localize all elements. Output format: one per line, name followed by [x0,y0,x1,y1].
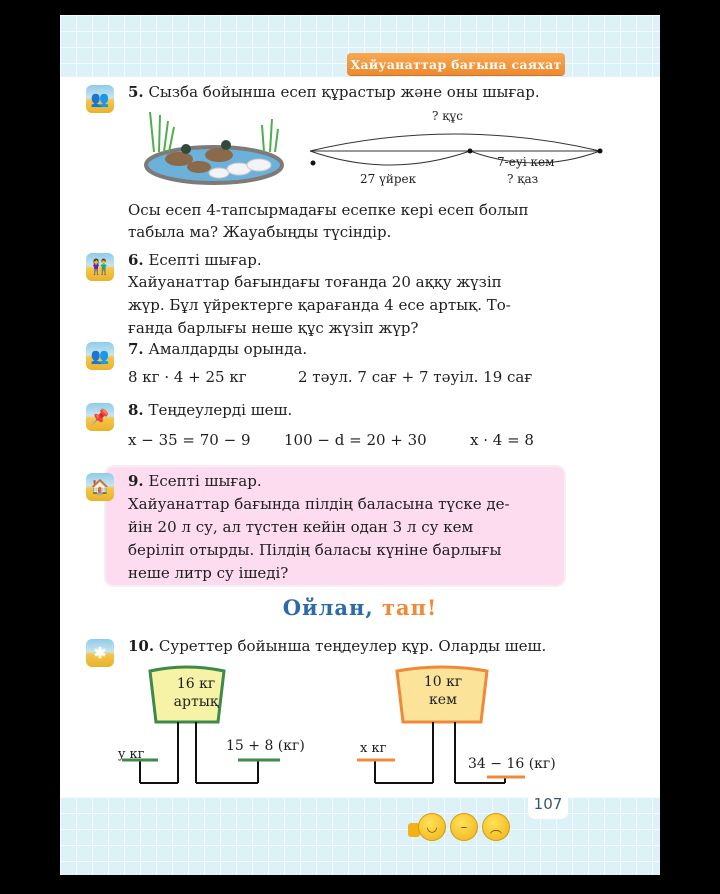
task10-heading [128,635,546,658]
scale1-right-label: 15 + 8 (кг) [226,738,305,754]
task6-line1: Хайуанаттар бағындағы тоғанда 20 аққу жүзіп [128,273,502,291]
label-seven-less: 7-еуі кем [497,155,555,169]
ducks-arc [310,151,470,165]
group-work-icon: 👥 [86,85,114,113]
home-icon: 🏠 [86,473,114,501]
task7-number: 7. [128,340,144,358]
task9-number: 9. [128,472,144,490]
task5-question-line2: табыла ма? Жауабыңды түсіндір. [128,223,392,241]
task5-title: Сызба бойынша есеп құрастыр және оны шығар. [148,83,540,101]
task9-title: Есепті шығар. [148,472,262,490]
think-word-1: Ойлан, [282,595,374,620]
task9-line2: йін 20 л су, ал түстен кейін одан 3 л су кем [128,518,474,536]
task7-expression-2: 2 тәул. 7 сағ + 7 тәуіл. 19 сағ [298,368,533,386]
happy-smiley-icon[interactable]: ◡ [418,813,446,841]
scale1-line2: артық [173,694,219,710]
task8-equation-1: x − 35 = 70 − 9 [128,431,251,449]
total-arc [310,134,600,151]
scale2-right-label: 34 − 16 (кг) [468,756,556,772]
pair-work-icon: 👫 [86,253,114,281]
task7-expression-1: 8 кг · 4 + 25 кг [128,368,247,386]
task8-number: 8. [128,401,144,419]
task9-heading [128,470,262,493]
duck-pond-illustration [144,107,294,187]
task5-question-line1: Осы есеп 4-тапсырмадағы есепке кері есеп болып [128,201,529,219]
puzzle-icon: ✱ [86,639,114,667]
task8-equation-3: x · 4 = 8 [470,431,534,449]
textbook-page [60,15,660,875]
point-mid [468,149,473,154]
grid-footer-background [60,797,660,875]
task9-line4: неше литр су ішеді? [128,564,289,582]
task5-heading [128,81,540,104]
task10-number: 10. [128,637,155,655]
task7-title: Амалдарды орында. [148,340,308,358]
neutral-smiley-icon[interactable]: – [450,813,478,841]
task6-line3: ғанда барлығы неше құс жүзіп жүр? [128,319,419,337]
task9-line3: беріліп отырды. Пілдің баласы күніне барлығы [128,541,502,559]
scale2-line1: 10 кг [423,674,463,690]
task8-equation-2: 100 − d = 20 + 30 [284,431,427,449]
chapter-banner: Хайуанаттар бағына саяхат [347,53,565,75]
scale2-left-label: x кг [360,741,387,756]
think-word-2: тап! [382,595,438,620]
task10-title: Суреттер бойынша теңдеулер құр. Оларды шеш. [158,637,547,655]
think-heading [60,595,660,620]
task5-number: 5. [128,83,144,101]
point-start [311,161,316,166]
page-number: 107 [528,789,568,819]
task6-heading [128,249,262,272]
task6-number: 6. [128,251,144,269]
point-end [598,149,603,154]
group-work-icon: 👥 [86,342,114,370]
label-geese: ? қаз [507,172,539,186]
task8-heading [128,399,292,422]
scale1-left-label: y кг [118,747,145,762]
scale1-sign-text [158,675,234,711]
task9-line1: Хайуанаттар бағында пілдің баласына түске де- [128,495,510,513]
task8-title: Теңдеулерді шеш. [148,401,293,419]
scale2-sign-text [405,673,481,709]
label-total-birds: ? құс [432,109,464,123]
scale2-line2: кем [429,692,457,708]
pin-icon: 📌 [86,403,114,431]
label-27-ducks: 27 үйрек [360,172,417,186]
sad-smiley-icon[interactable]: ︵ [482,813,510,841]
task7-heading [128,338,307,361]
task6-line2: жүр. Бұл үйректерге қарағанда 4 есе артық. То- [128,296,511,314]
scale1-line1: 16 кг [176,676,216,692]
task6-title: Есепті шығар. [148,251,262,269]
